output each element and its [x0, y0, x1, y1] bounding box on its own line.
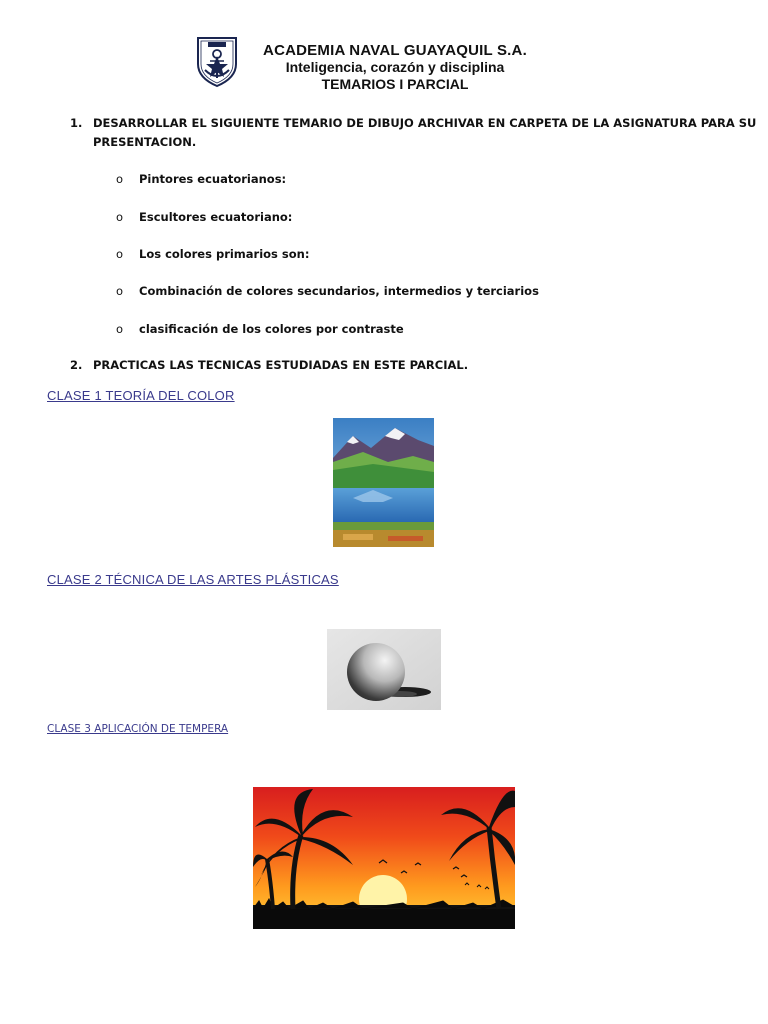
section-link-clase-3[interactable]: CLASE 3 APLICACIÓN DE TEMPERA: [47, 723, 229, 735]
bullet-text: Combinación de colores secundarios, intermedios y terciarios: [139, 284, 539, 298]
bullet-marker: o: [116, 210, 124, 224]
bullet-text: Los colores primarios son:: [139, 247, 310, 261]
motto: Inteligencia, corazón y disciplina: [285, 59, 505, 75]
document-header: [240, 42, 550, 93]
bullet-marker: o: [116, 284, 124, 298]
academy-logo: [192, 34, 242, 88]
bullet-marker: o: [116, 247, 124, 261]
section-link-clase-2[interactable]: CLASE 2 TÉCNICA DE LAS ARTES PLÁSTICAS: [47, 572, 339, 587]
list-number: 1.: [70, 116, 83, 130]
list-item-2: [70, 356, 720, 376]
document-title: TEMARIOS I PARCIAL: [321, 76, 469, 92]
list-item-1: [70, 114, 757, 154]
bullet-text: Pintores ecuatorianos:: [139, 172, 287, 186]
mountain-lake-painting: [333, 418, 434, 547]
bullet-marker: o: [116, 322, 124, 336]
list-text: PRACTICAS LAS TECNICAS ESTUDIADAS EN ESTE PARCIAL.: [93, 358, 469, 372]
school-name: ACADEMIA NAVAL GUAYAQUIL S.A.: [263, 42, 527, 59]
shaded-sphere-drawing: [327, 629, 441, 710]
sunset-palm-trees-painting: [253, 787, 515, 929]
bullet-marker: o: [116, 172, 124, 186]
list-text-line2: PRESENTACION.: [93, 135, 197, 149]
list-number: 2.: [70, 358, 83, 372]
list-text-line1: DESARROLLAR EL SIGUIENTE TEMARIO DE DIBUJO ARCHIVAR EN CARPETA DE LA ASIGNATURA PARA SU: [93, 116, 757, 130]
bullet-text: Escultores ecuatoriano:: [139, 210, 293, 224]
section-link-clase-1[interactable]: CLASE 1 TEORÍA DEL COLOR: [47, 388, 235, 403]
bullet-text: clasificación de los colores por contraste: [139, 322, 404, 336]
